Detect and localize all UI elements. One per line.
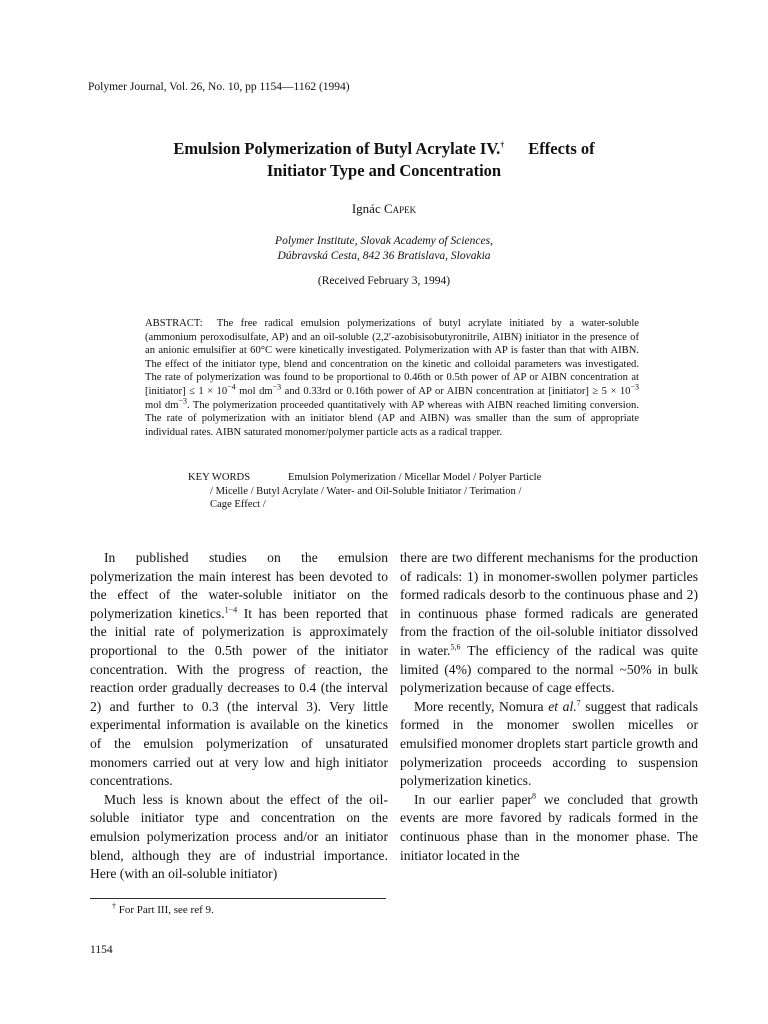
paragraph <box>400 549 698 698</box>
paragraph <box>90 549 388 791</box>
abstract-text: mol dm <box>235 385 273 397</box>
author-given-name: Ignác <box>351 201 381 216</box>
paragraph-text: there are two different mechanisms for the production of radicals: 1) in monomer-swollen polymer particles formed radicals desorb to the continuous phase and 2) in continuous phase formed radicals are generated from the fraction of the oil-soluble initiator dissolved in water. <box>400 550 698 658</box>
abstract-text: The free radical emulsion polymerizations of butyl acrylate initiated by a water-soluble (ammonium peroxodisulfate, AP) and an oil-soluble (2,2′-azobisisobutyronitrile, AIBN) initiator in the presence of an anionic emulsifier at 60°C were kinetically investigated. Polymerization with AP is faster than that with AIBN. The effect of the initiator type, blend and concentration on the kinetic and colloidal parameters was investigated. The rate of polymerization was found to be proportional to 0.46th or 0.5th power of AP or AIBN concentration at [initiator] ≤ 1 × 10 <box>145 318 639 397</box>
abstract-label: ABSTRACT: <box>145 318 203 329</box>
body-column-right <box>400 549 698 865</box>
author-family-name: Capek <box>383 201 417 216</box>
footnote <box>112 901 214 916</box>
keywords <box>188 471 636 512</box>
paragraph-text: we concluded that growth events are more favored by radicals formed in the continuous phase than in the monomer phase. The initiator located in the <box>400 791 698 863</box>
paragraph-text: In published studies on the emulsion polymerization the main interest has been devoted to the effect of the water-soluble initiator on the polymerization kinetics. <box>90 550 388 621</box>
footnote-text: For Part III, see ref 9. <box>116 904 214 916</box>
abstract-exponent: −3 <box>178 396 187 406</box>
paragraph <box>400 791 698 865</box>
et-al: et al. <box>548 698 577 714</box>
journal-citation: Polymer Journal, Vol. 26, No. 10, pp 1154—1162 (1994) <box>88 81 350 93</box>
title-main: Emulsion Polymerization of Butyl Acrylate IV. <box>173 139 501 158</box>
citation-ref: 7 <box>576 698 581 708</box>
citation-ref: 8 <box>531 791 536 801</box>
author <box>0 201 768 217</box>
citation-ref: 5,6 <box>450 642 461 652</box>
body-column-left <box>90 549 388 884</box>
paper-title <box>60 138 708 182</box>
footnote-divider <box>90 898 386 899</box>
affiliation-line-2: Dúbravská Cesta, 842 36 Bratislava, Slovakia <box>277 250 491 262</box>
keywords-line-1: Emulsion Polymerization / Micellar Model / Polyer Particle <box>288 472 542 483</box>
paragraph-text: The efficiency of the radical was quite limited (4%) compared to the normal ~50% in bulk polymerization because of cage effects. <box>400 642 699 696</box>
abstract-exponent: −3 <box>272 382 282 392</box>
abstract <box>145 317 639 439</box>
paragraph-text: suggest that radicals formed in the monomer swollen micelles or emulsified monomer droplets start particle growth and polymerization proceeds according to suspension polymerization kinetics. <box>400 698 698 789</box>
title-line-1 <box>60 138 708 160</box>
keywords-label: KEY WORDS <box>188 472 251 483</box>
title-tail: Effects of <box>528 139 595 158</box>
abstract-exponent: −4 <box>227 382 236 392</box>
paragraph-text: It has been reported that the initial rate of polymerization is approximately proportional to the 0.5th power of the initiator concentration. With the progress of reaction, the reaction order gradually decreases to 0.4 (the interval 2) and further to 0.3 (the interval 3). Very little experimental information is available on the kinetics of the emulsion polymerization of unsaturated monomers carried out at very low and high initiator concentrations. <box>90 605 389 789</box>
paragraph <box>400 698 698 791</box>
citation-ref: 1−4 <box>224 605 238 615</box>
paragraph-text: More recently, Nomura <box>414 698 549 714</box>
abstract-exponent: −3 <box>630 382 639 392</box>
keywords-line-3: Cage Effect / <box>210 499 266 511</box>
abstract-text: mol dm <box>145 399 179 411</box>
paragraph: Much less is known about the effect of the oil-soluble initiator type and concentration on the emulsion polymerization process and/or an initiator blend, although they are of industrial importance. Here (with an oil-soluble initiator) <box>90 791 388 882</box>
page-number: 1154 <box>90 944 113 956</box>
affiliation <box>0 234 768 264</box>
keywords-line-2: / Micelle / Butyl Acrylate / Water- and Oil-Soluble Initiator / Terimation / <box>210 485 522 497</box>
paragraph-text: In our earlier paper <box>414 791 532 807</box>
abstract-text: and 0.33rd or 0.16th power of AP or AIBN concentration at [initiator] ≥ 5 × 10 <box>281 385 631 397</box>
footnote-mark: † <box>112 901 116 911</box>
title-footnote-mark: † <box>500 140 505 150</box>
abstract-text: . The polymerization proceeded quantitatively with AP whereas with AIBN reached limiting conversion. The rate of polymerization with an initiator blend (AP and AIBN) was smaller than the sum of appropriate individual rates. AIBN saturated monomer/polymer particle acts as a radical trapper. <box>145 399 639 438</box>
title-line-2: Initiator Type and Concentration <box>266 161 502 180</box>
affiliation-line-1: Polymer Institute, Slovak Academy of Sciences, <box>275 235 493 247</box>
received-date: (Received February 3, 1994) <box>317 275 451 287</box>
